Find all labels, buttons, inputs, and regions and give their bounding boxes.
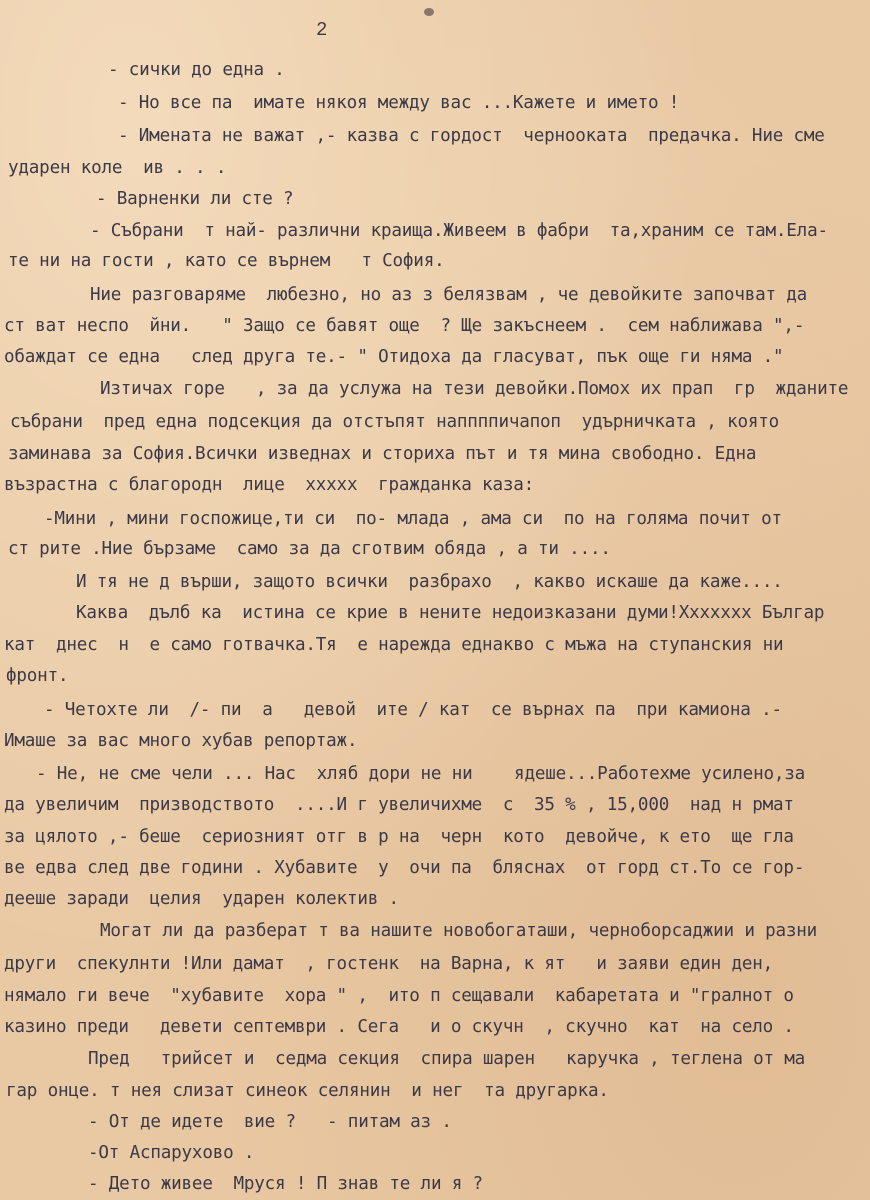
text-line: -От Аспарухово . (88, 1143, 255, 1163)
text-line: - Дето живее Мруся ! П знав те ли я ? (88, 1174, 483, 1194)
text-line: да увеличим призводството ....И г увеличихме с 35 % , 15,000 над н рмат (4, 795, 794, 815)
text-line: И тя не д върши, защото всички разбрахо , какво искаше да каже.... (76, 572, 783, 592)
text-line: обаждат се една след друга те.- " Отидоха да гласуват, пък още ги няма ." (4, 347, 784, 367)
page-number: 2 (316, 19, 328, 41)
text-line: Изтичах горе , за да услужа на тези девойки.Помох их прап гр жданите (100, 379, 849, 399)
text-line: събрани пред една подсекция да отстъпят наппппичапоп удърничката , която (10, 412, 780, 432)
text-line: ударен коле ив . . . (8, 158, 227, 178)
text-line: Пред трийсет и седма секция спира шарен каручка , теглена от ма (88, 1049, 806, 1069)
text-line: фронт. (6, 666, 69, 686)
text-line: други спекулнти !Или дамат , гостенк на Варна, к ят и заяви един ден, (4, 954, 774, 974)
ink-smudge (424, 8, 434, 16)
text-line: - Събрани т най- различни краища.Живеем в фабри та,храним се там.Ела- (90, 221, 828, 241)
text-line: гар онце. т нея слизат синеок селянин и нег та другарка. (6, 1081, 609, 1101)
text-line: възрастна с благородн лице ххххх гражданка каза: (4, 475, 535, 495)
text-line: Могат ли да разберат т ва нашите новобогаташи, черноборсаджии и разни (100, 921, 818, 941)
text-line: - Четохте ли /- пи а девой ите / кат се върнах па при камиона .- (44, 700, 782, 720)
text-line: заминава за София.Всички изведнах и сториха път и тя мина свободно. Една (8, 444, 757, 464)
text-line: Имаше за вас много хубав репортаж. (4, 731, 358, 751)
text-line: ст рите .Ние бързаме само за да сготвим обяда , а ти .... (8, 539, 611, 559)
text-line: Каква дълб ка истина се крие в нените недоизказани думи!Ххххххх Българ (76, 603, 825, 623)
text-line: - Имената не важат ,- казва с гордост чернооката предачка. Ние сме (118, 126, 825, 146)
text-line: - От де идете вие ? - питам аз . (88, 1112, 452, 1132)
text-line: казино преди девети септември . Сега и о скучн , скучно кат на село . (4, 1017, 794, 1037)
text-line: ве едва след две години . Хубавите у очи па бляснах от горд ст.То се гор- (4, 858, 805, 878)
text-line: - Варненки ли сте ? (96, 189, 294, 209)
text-line: нямало ги вече "хубавите хора " , ито п сещавали кабаретата и "гралнот о (4, 986, 794, 1006)
text-line: дееше заради целия ударен колектив . (4, 889, 399, 909)
text-line: - Не, не сме чели ... Нас хляб дори не ни ядеше...Работехме усилено,за (36, 764, 806, 784)
text-line: ст ват неспо йни. " Защо се бавят още ? Ще закъснеем . сем наближава ",- (4, 316, 805, 336)
text-line: -Мини , мини госпожице,ти си по- млада , ама си по на голяма почит от (44, 509, 782, 529)
text-line: те ни на гости , като се върнем т София. (8, 251, 445, 271)
text-line: Ние разговаряме любезно, но аз з белязвам , че девойките започват да (90, 285, 808, 305)
text-line: - сички до една . (108, 60, 285, 80)
text-line: кат днес н е само готвачка.Тя е нарежда еднакво с мъжа на ступанския ни (4, 635, 784, 655)
text-line: - Но все па имате някоя между вас ...Кажете и името ! (118, 93, 680, 113)
text-line: за цялото ,- беше сериозният отг в р на черн кото девойче, к ето ще гла (4, 827, 794, 847)
